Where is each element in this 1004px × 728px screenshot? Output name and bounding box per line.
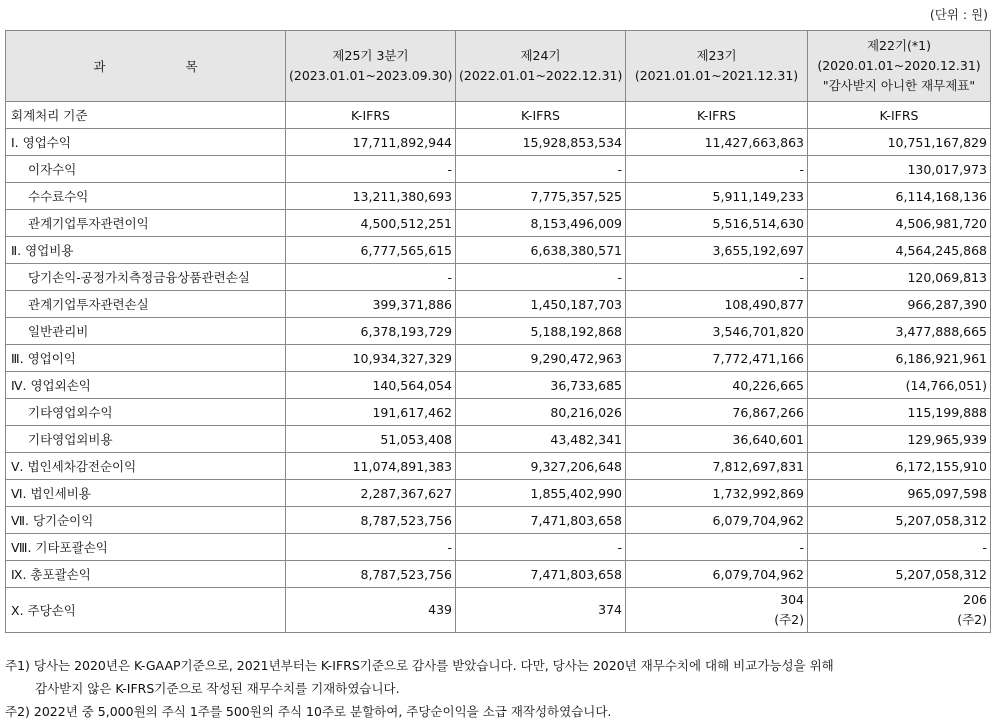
cell-value: 130,017,973 bbox=[808, 156, 991, 183]
table-row bbox=[6, 318, 991, 345]
row-label: Ⅵ. 법인세비용 bbox=[6, 480, 286, 507]
cell-value: 3,477,888,665 bbox=[808, 318, 991, 345]
cell-value: 7,471,803,658 bbox=[456, 507, 626, 534]
row-label: Ⅴ. 법인세차감전순이익 bbox=[6, 453, 286, 480]
table-row-eps bbox=[6, 588, 991, 633]
cell-value: 8,153,496,009 bbox=[456, 210, 626, 237]
unit-label: (단위 : 원) bbox=[929, 7, 988, 22]
footnote-ref: (주2) bbox=[957, 612, 987, 627]
cell-value: 9,327,206,648 bbox=[456, 453, 626, 480]
cell-value: 36,640,601 bbox=[626, 426, 808, 453]
cell-value: 13,211,380,693 bbox=[286, 183, 456, 210]
cell-value: 1,855,402,990 bbox=[456, 480, 626, 507]
cell-value: 6,172,155,910 bbox=[808, 453, 991, 480]
cell-value: 4,564,245,868 bbox=[808, 237, 991, 264]
cell-value: 7,772,471,166 bbox=[626, 345, 808, 372]
row-label: 수수료수익 bbox=[6, 183, 286, 210]
row-label: Ⅳ. 영업외손익 bbox=[6, 372, 286, 399]
cell-value: 6,378,193,729 bbox=[286, 318, 456, 345]
table-row bbox=[6, 237, 991, 264]
cell-value: - bbox=[456, 534, 626, 561]
cell-value: 10,751,167,829 bbox=[808, 129, 991, 156]
cell-value: 36,733,685 bbox=[456, 372, 626, 399]
cell-value: 965,097,598 bbox=[808, 480, 991, 507]
cell-value: 43,482,341 bbox=[456, 426, 626, 453]
header-subject: 과 목 bbox=[6, 31, 286, 102]
cell-value: 4,500,512,251 bbox=[286, 210, 456, 237]
row-label: Ⅲ. 영업이익 bbox=[6, 345, 286, 372]
cell-value: 374 bbox=[456, 588, 626, 633]
table-row bbox=[6, 183, 991, 210]
cell-value: 9,290,472,963 bbox=[456, 345, 626, 372]
cell-value: 6,079,704,962 bbox=[626, 507, 808, 534]
footnote-1-continued: 감사받지 않은 K-IFRS기준으로 작성된 재무수치를 기재하였습니다. bbox=[35, 681, 400, 696]
table-row bbox=[6, 345, 991, 372]
cell-value: 10,934,327,329 bbox=[286, 345, 456, 372]
cell-value: 3,655,192,697 bbox=[626, 237, 808, 264]
cell-value: 6,186,921,961 bbox=[808, 345, 991, 372]
cell-value: 40,226,665 bbox=[626, 372, 808, 399]
cell-value: - bbox=[286, 264, 456, 291]
cell-value: 5,207,058,312 bbox=[808, 507, 991, 534]
cell-value: 7,471,803,658 bbox=[456, 561, 626, 588]
table-row bbox=[6, 372, 991, 399]
cell-value: - bbox=[626, 264, 808, 291]
cell-value: K-IFRS bbox=[626, 102, 808, 129]
footnote-1: 주1) 당사는 2020년은 K-GAAP기준으로, 2021년부터는 K-IFRS기준으로 감사를 받았습니다. 다만, 당사는 2020년 재무수치에 대해 비교가능성을 위해 bbox=[5, 658, 834, 673]
row-label: 회계처리 기준 bbox=[6, 102, 286, 129]
cell-value: 108,490,877 bbox=[626, 291, 808, 318]
cell-value: (14,766,051) bbox=[808, 372, 991, 399]
header-period-22: 제22기(*1) (2020.01.01~2020.12.31) "감사받지 아니한 재무제표" bbox=[808, 31, 991, 102]
cell-value: 76,867,266 bbox=[626, 399, 808, 426]
row-label: 일반관리비 bbox=[6, 318, 286, 345]
header-period-23: 제23기 (2021.01.01~2021.12.31) bbox=[626, 31, 808, 102]
cell-value: 2,287,367,627 bbox=[286, 480, 456, 507]
cell-value: 1,732,992,869 bbox=[626, 480, 808, 507]
table-row bbox=[6, 480, 991, 507]
cell-value: 191,617,462 bbox=[286, 399, 456, 426]
cell-value: - bbox=[626, 534, 808, 561]
cell-value: 4,506,981,720 bbox=[808, 210, 991, 237]
cell-value: 6,114,168,136 bbox=[808, 183, 991, 210]
cell-value: - bbox=[626, 156, 808, 183]
row-label: Ⅱ. 영업비용 bbox=[6, 237, 286, 264]
cell-value: - bbox=[456, 156, 626, 183]
table-row bbox=[6, 561, 991, 588]
cell-value: 6,079,704,962 bbox=[626, 561, 808, 588]
row-label: 기타영업외수익 bbox=[6, 399, 286, 426]
cell-value: 17,711,892,944 bbox=[286, 129, 456, 156]
table-header-row bbox=[6, 31, 991, 102]
cell-value: - bbox=[456, 264, 626, 291]
row-label: Ⅷ. 기타포괄손익 bbox=[6, 534, 286, 561]
cell-value: - bbox=[808, 534, 991, 561]
cell-value: K-IFRS bbox=[808, 102, 991, 129]
table-row bbox=[6, 210, 991, 237]
table-row bbox=[6, 129, 991, 156]
cell-value: 399,371,886 bbox=[286, 291, 456, 318]
table-row bbox=[6, 102, 991, 129]
header-period-25q3: 제25기 3분기 (2023.01.01~2023.09.30) bbox=[286, 31, 456, 102]
cell-value: 5,207,058,312 bbox=[808, 561, 991, 588]
cell-value: 304 (주2) bbox=[626, 588, 808, 633]
row-label: Ⅶ. 당기순이익 bbox=[6, 507, 286, 534]
cell-value: 8,787,523,756 bbox=[286, 561, 456, 588]
cell-value: 7,775,357,525 bbox=[456, 183, 626, 210]
cell-value: 8,787,523,756 bbox=[286, 507, 456, 534]
table-row bbox=[6, 534, 991, 561]
row-label: 관계기업투자관련이익 bbox=[6, 210, 286, 237]
row-label: 당기손익-공정가치측정금융상품관련손실 bbox=[6, 264, 286, 291]
cell-value: 6,777,565,615 bbox=[286, 237, 456, 264]
cell-value: 51,053,408 bbox=[286, 426, 456, 453]
cell-value: K-IFRS bbox=[286, 102, 456, 129]
row-label: Ⅸ. 총포괄손익 bbox=[6, 561, 286, 588]
table-row bbox=[6, 291, 991, 318]
cell-value: 80,216,026 bbox=[456, 399, 626, 426]
row-label: 관계기업투자관련손실 bbox=[6, 291, 286, 318]
cell-value: 5,188,192,868 bbox=[456, 318, 626, 345]
table-row bbox=[6, 156, 991, 183]
row-label: 기타영업외비용 bbox=[6, 426, 286, 453]
cell-value: K-IFRS bbox=[456, 102, 626, 129]
table-row bbox=[6, 426, 991, 453]
footnote-2: 주2) 2022년 중 5,000원의 주식 1주를 500원의 주식 10주로 분할하여, 주당순이익을 소급 재작성하였습니다. bbox=[5, 704, 612, 719]
cell-value: 966,287,390 bbox=[808, 291, 991, 318]
financial-summary-table bbox=[5, 30, 991, 633]
row-label: Ⅹ. 주당손익 bbox=[6, 588, 286, 633]
cell-value: 11,427,663,863 bbox=[626, 129, 808, 156]
cell-value: 120,069,813 bbox=[808, 264, 991, 291]
table-row bbox=[6, 507, 991, 534]
cell-value: 129,965,939 bbox=[808, 426, 991, 453]
cell-value: 206 (주2) bbox=[808, 588, 991, 633]
cell-value: 3,546,701,820 bbox=[626, 318, 808, 345]
table-row bbox=[6, 264, 991, 291]
footnote-ref: (주2) bbox=[774, 612, 804, 627]
cell-value: 115,199,888 bbox=[808, 399, 991, 426]
cell-value: 11,074,891,383 bbox=[286, 453, 456, 480]
cell-value: 140,564,054 bbox=[286, 372, 456, 399]
cell-value: 6,638,380,571 bbox=[456, 237, 626, 264]
cell-value: 5,516,514,630 bbox=[626, 210, 808, 237]
header-period-24: 제24기 (2022.01.01~2022.12.31) bbox=[456, 31, 626, 102]
footnotes bbox=[5, 654, 1000, 723]
cell-value: 15,928,853,534 bbox=[456, 129, 626, 156]
cell-value: - bbox=[286, 156, 456, 183]
cell-value: 1,450,187,703 bbox=[456, 291, 626, 318]
row-label: Ⅰ. 영업수익 bbox=[6, 129, 286, 156]
cell-value: 5,911,149,233 bbox=[626, 183, 808, 210]
row-label: 이자수익 bbox=[6, 156, 286, 183]
table-row bbox=[6, 399, 991, 426]
cell-value: - bbox=[286, 534, 456, 561]
cell-value: 7,812,697,831 bbox=[626, 453, 808, 480]
table-row bbox=[6, 453, 991, 480]
cell-value: 439 bbox=[286, 588, 456, 633]
